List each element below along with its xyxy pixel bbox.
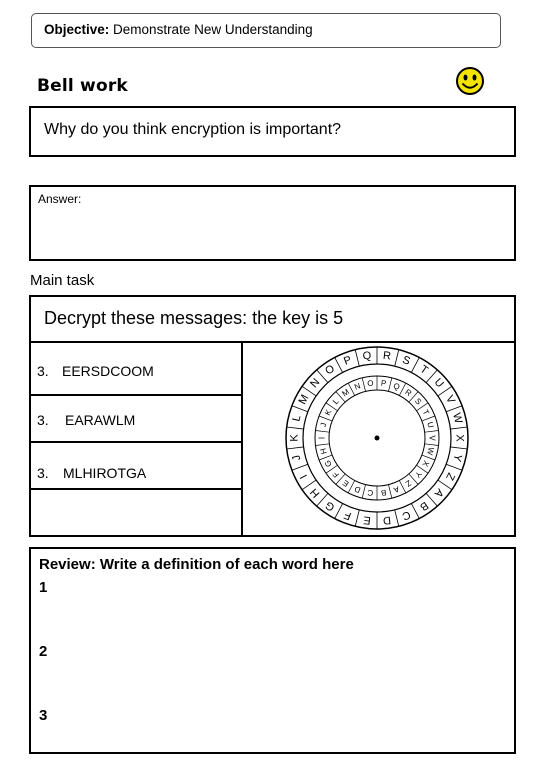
wheel-divider (355, 510, 359, 527)
message-number: 3. (37, 412, 49, 428)
message-text: EERSDCOOM (62, 363, 154, 379)
wheel-divider (388, 485, 391, 499)
wheel-outer-letter: Z (443, 470, 457, 483)
wheel-inner-letter: F (330, 469, 341, 480)
wheel-outer-letter: E (362, 513, 372, 527)
wheel-inner-letter: H (318, 447, 329, 456)
wheel-divider (425, 431, 439, 433)
wheel-inner-letter: N (353, 381, 362, 392)
wheel-divider (446, 406, 462, 412)
message-row[interactable] (31, 341, 241, 396)
wheel-inner-letter: Y (413, 469, 424, 480)
wheel-outer-letter: C (400, 508, 413, 523)
wheel-outer-letter: U (431, 376, 446, 391)
message-number: 3. (37, 465, 49, 481)
objective-prefix: Objective: (44, 22, 110, 37)
review-item-3[interactable]: 3 (39, 707, 48, 724)
message-number: 3. (37, 363, 49, 379)
wheel-inner-letter: V (427, 435, 437, 441)
wheel-outer-letter: D (382, 513, 392, 527)
empty-answer-cell[interactable] (31, 490, 241, 535)
wheel-inner-letter: D (353, 484, 362, 495)
wheel-outer-letter: V (443, 393, 458, 406)
wheel-divider (438, 386, 452, 396)
wheel-inner-letter: U (425, 420, 436, 429)
answer-label: Answer: (38, 192, 82, 206)
wheel-outer-letter: O (323, 362, 338, 378)
wheel-inner-letter: S (413, 396, 424, 407)
wheel-divider (446, 464, 462, 470)
question-text: Why do you think encryption is important? (44, 121, 342, 138)
bell-work-title: Bell work (37, 76, 128, 96)
answer-field[interactable] (29, 185, 516, 261)
wheel-divider (315, 444, 329, 446)
wheel-inner-letter: O (366, 378, 375, 389)
messages-column (31, 341, 243, 535)
wheel-inner-letter: L (330, 396, 341, 407)
caesar-cipher-wheel (243, 341, 514, 535)
wheel-outer-letter: K (288, 434, 301, 442)
wheel-pivot-dot (375, 436, 380, 441)
wheel-outer-letter: Q (362, 349, 373, 363)
wheel-outer-letter: B (417, 498, 431, 513)
wheel-outer-letter: H (308, 485, 323, 500)
wheel-divider (411, 504, 419, 519)
wheel-inner-letter: X (420, 459, 431, 469)
wheel-inner-letter: W (425, 446, 436, 456)
bell-work-question (29, 106, 516, 157)
wheel-outer-letter: L (290, 413, 304, 423)
wheel-outer-letter: X (453, 434, 466, 442)
wheel-inner-letter: Z (403, 478, 413, 489)
wheel-outer-letter: N (308, 376, 323, 391)
decrypt-instruction (29, 295, 516, 343)
wheel-outer-letter: W (450, 411, 465, 425)
review-item-1[interactable]: 1 (39, 579, 48, 596)
wheel-divider (302, 480, 316, 490)
wheel-divider (395, 510, 399, 527)
wheel-inner-letter: E (341, 478, 351, 489)
wheel-divider (287, 427, 304, 429)
wheel-divider (450, 427, 467, 429)
wheel-inner-letter: G (322, 458, 334, 469)
objective-text: Demonstrate New Understanding (113, 22, 313, 37)
wheel-inner-letter: M (340, 387, 352, 399)
message-row[interactable] (31, 443, 241, 490)
wheel-outer-letter: P (342, 353, 354, 368)
wheel-divider (362, 378, 365, 392)
wheel-outer-letter: J (290, 453, 304, 462)
wheel-divider (395, 350, 399, 367)
wheel-outer-letter: R (382, 349, 392, 363)
wheel-inner-letter: I (317, 436, 327, 440)
wheel-divider (315, 431, 329, 433)
wheel-inner-letter: A (392, 484, 401, 495)
objective-box (31, 13, 501, 48)
wheel-inner-letter: K (323, 407, 334, 417)
review-item-2[interactable]: 2 (39, 643, 48, 660)
wheel-inner-letter: T (420, 408, 431, 417)
wheel-divider (411, 357, 419, 372)
wheel-divider (292, 464, 308, 470)
cipher-task-grid (29, 341, 516, 537)
wheel-outer-letter: T (417, 363, 431, 377)
wheel-inner-letter: B (380, 487, 387, 498)
wheel-inner-letter: P (380, 378, 387, 389)
message-row[interactable] (31, 396, 241, 443)
wheel-divider (287, 447, 304, 449)
wheel-divider (355, 350, 359, 367)
wheel-inner-letter: Q (391, 381, 402, 392)
decrypt-instruction-text: Decrypt these messages: the key is 5 (44, 308, 344, 328)
message-text: EARAWLM (65, 412, 136, 428)
wheel-inner-letter: J (318, 421, 329, 428)
wheel-outer-letter: M (296, 392, 312, 407)
wheel-outer-letter: S (400, 353, 412, 368)
wheel-inner-letter: R (403, 387, 414, 399)
wheel-divider (335, 357, 343, 372)
smiley-face-icon (455, 66, 485, 96)
wheel-divider (450, 447, 467, 449)
message-text: MLHIROTGA (63, 465, 147, 481)
review-box (29, 547, 516, 754)
wheel-outer-letter: G (323, 498, 338, 514)
wheel-inner-letter: C (366, 487, 374, 498)
main-task-label: Main task (30, 272, 95, 289)
wheel-divider (425, 444, 439, 446)
wheel-outer-letter: A (431, 485, 446, 500)
wheel-outer-letter: I (297, 472, 310, 481)
review-title: Review: Write a definition of each word here (39, 556, 354, 573)
wheel-outer-letter: F (342, 508, 354, 522)
wheel-outer-letter: Y (450, 452, 464, 463)
